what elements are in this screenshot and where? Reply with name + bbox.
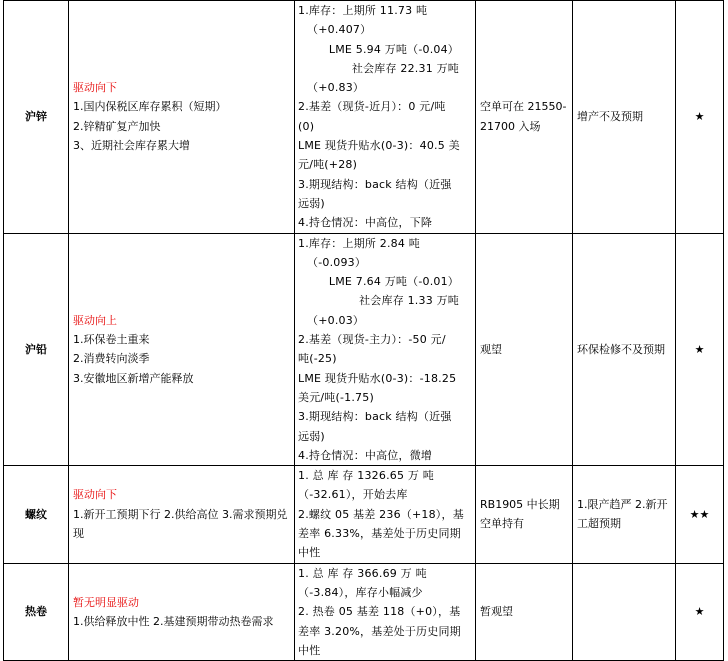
category-cell: 螺纹 [4,466,69,563]
table-row [4,466,724,563]
stat-line: （-32.61），开始去库 [298,488,408,502]
stat-line: LME 现货升贴水(0-3)：40.5 美 [298,139,460,153]
stat-line: 社会库存 22.31 万吨 [351,61,459,75]
stats-cell [295,466,476,563]
stat-line: 2.基差（现货-主力）：-50 元/ [298,333,446,347]
stats-cell [295,563,476,660]
driver-cell [69,466,295,563]
stat-line: LME 7.64 万吨（-0.01） [328,275,459,289]
stat-line: 4.持仓情况：中高位，下降 [298,216,433,230]
driver-item: 1.环保卷土重来 [73,333,150,347]
stat-line: 中性 [298,546,321,560]
rating-stars: ★ [676,1,724,234]
driver-title: 驱动向上 [73,313,117,327]
stat-line: 3.期现结构：back 结构（近强 [298,410,452,424]
stat-line: （+0.407） [307,23,372,37]
stat-line: （-3.84），库存小幅减少 [298,585,423,599]
stat-line: 美元/吨(-1.75) [298,390,374,404]
stat-line: 2.基差（现货-近月）：0 元/吨 [298,100,446,114]
driver-title: 驱动向下 [73,488,117,502]
driver-item: 3.安徽地区新增产能释放 [73,371,194,385]
driver-cell [69,1,295,234]
strategy-cell: RB1905 中长期空单持有 [476,466,573,563]
strategy-cell: 空单可在 21550-21700 入场 [476,1,573,234]
driver-title: 暂无明显驱动 [73,595,139,609]
driver-item: 1.新开工预期下行 2.供给高位 3.需求预期兑现 [73,507,288,541]
driver-item: 3、近期社会库存累大增 [73,139,190,153]
stat-line: 2.螺纹 05 基差 236（+18），基 [298,507,464,521]
stat-line: 2. 热卷 05 基差 118（+0），基 [298,605,461,619]
stat-line: （-0.093） [307,255,367,269]
stat-line: 远弱) [298,196,325,210]
table-row [4,233,724,466]
futures-strategy-table [3,0,724,661]
stat-line: （+0.83） [307,81,365,95]
rating-stars: ★★ [676,466,724,563]
stats-cell [295,233,476,466]
stat-line: 1. 总 库 存 1326.65 万 吨 [298,469,434,483]
stat-line: 社会库存 1.33 万吨 [359,294,459,308]
stat-line: 元/吨(+28) [298,158,358,172]
stat-line: 3.期现结构：back 结构（近强 [298,177,452,191]
category-cell: 热卷 [4,563,69,660]
stat-line: 中性 [298,643,321,657]
driver-item: 2.消费转向淡季 [73,352,150,366]
category-cell: 沪锌 [4,1,69,234]
driver-cell [69,233,295,466]
table-row [4,1,724,234]
stat-line: LME 5.94 万吨（-0.04） [328,42,459,56]
driver-cell [69,563,295,660]
rating-stars: ★ [676,563,724,660]
category-cell: 沪铅 [4,233,69,466]
driver-item: 1.国内保税区库存累积（短期） [73,100,227,114]
risk-cell: 增产不及预期 [573,1,676,234]
stat-line: 差率 6.33%，基差处于历史同期 [298,527,461,541]
driver-item: 2.锌精矿复产加快 [73,119,161,133]
driver-item: 1.供给释放中性 2.基建预期带动热卷需求 [73,614,274,628]
stat-line: 1.库存：上期所 2.84 吨 [298,236,420,250]
driver-title: 驱动向下 [73,81,117,95]
stat-line: 吨(-25) [298,352,337,366]
stat-line: 1.库存：上期所 11.73 吨 [298,4,428,17]
strategy-cell: 观望 [476,233,573,466]
strategy-cell: 暂观望 [476,563,573,660]
stat-line: 差率 3.20%，基差处于历史同期 [298,624,461,638]
stat-line: 1. 总 库 存 366.69 万 吨 [298,566,427,580]
stat-line: 4.持仓情况：中高位，微增 [298,448,433,462]
stat-line: (0) [298,119,315,133]
stat-line: 远弱) [298,429,325,443]
stat-line: （+0.03） [307,313,365,327]
risk-cell: 1.限产趋严 2.新开工超预期 [573,466,676,563]
risk-cell [573,563,676,660]
stats-cell [295,1,476,234]
rating-stars: ★ [676,233,724,466]
table-row [4,563,724,660]
risk-cell: 环保检修不及预期 [573,233,676,466]
stat-line: LME 现货升贴水(0-3)：-18.25 [298,371,457,385]
